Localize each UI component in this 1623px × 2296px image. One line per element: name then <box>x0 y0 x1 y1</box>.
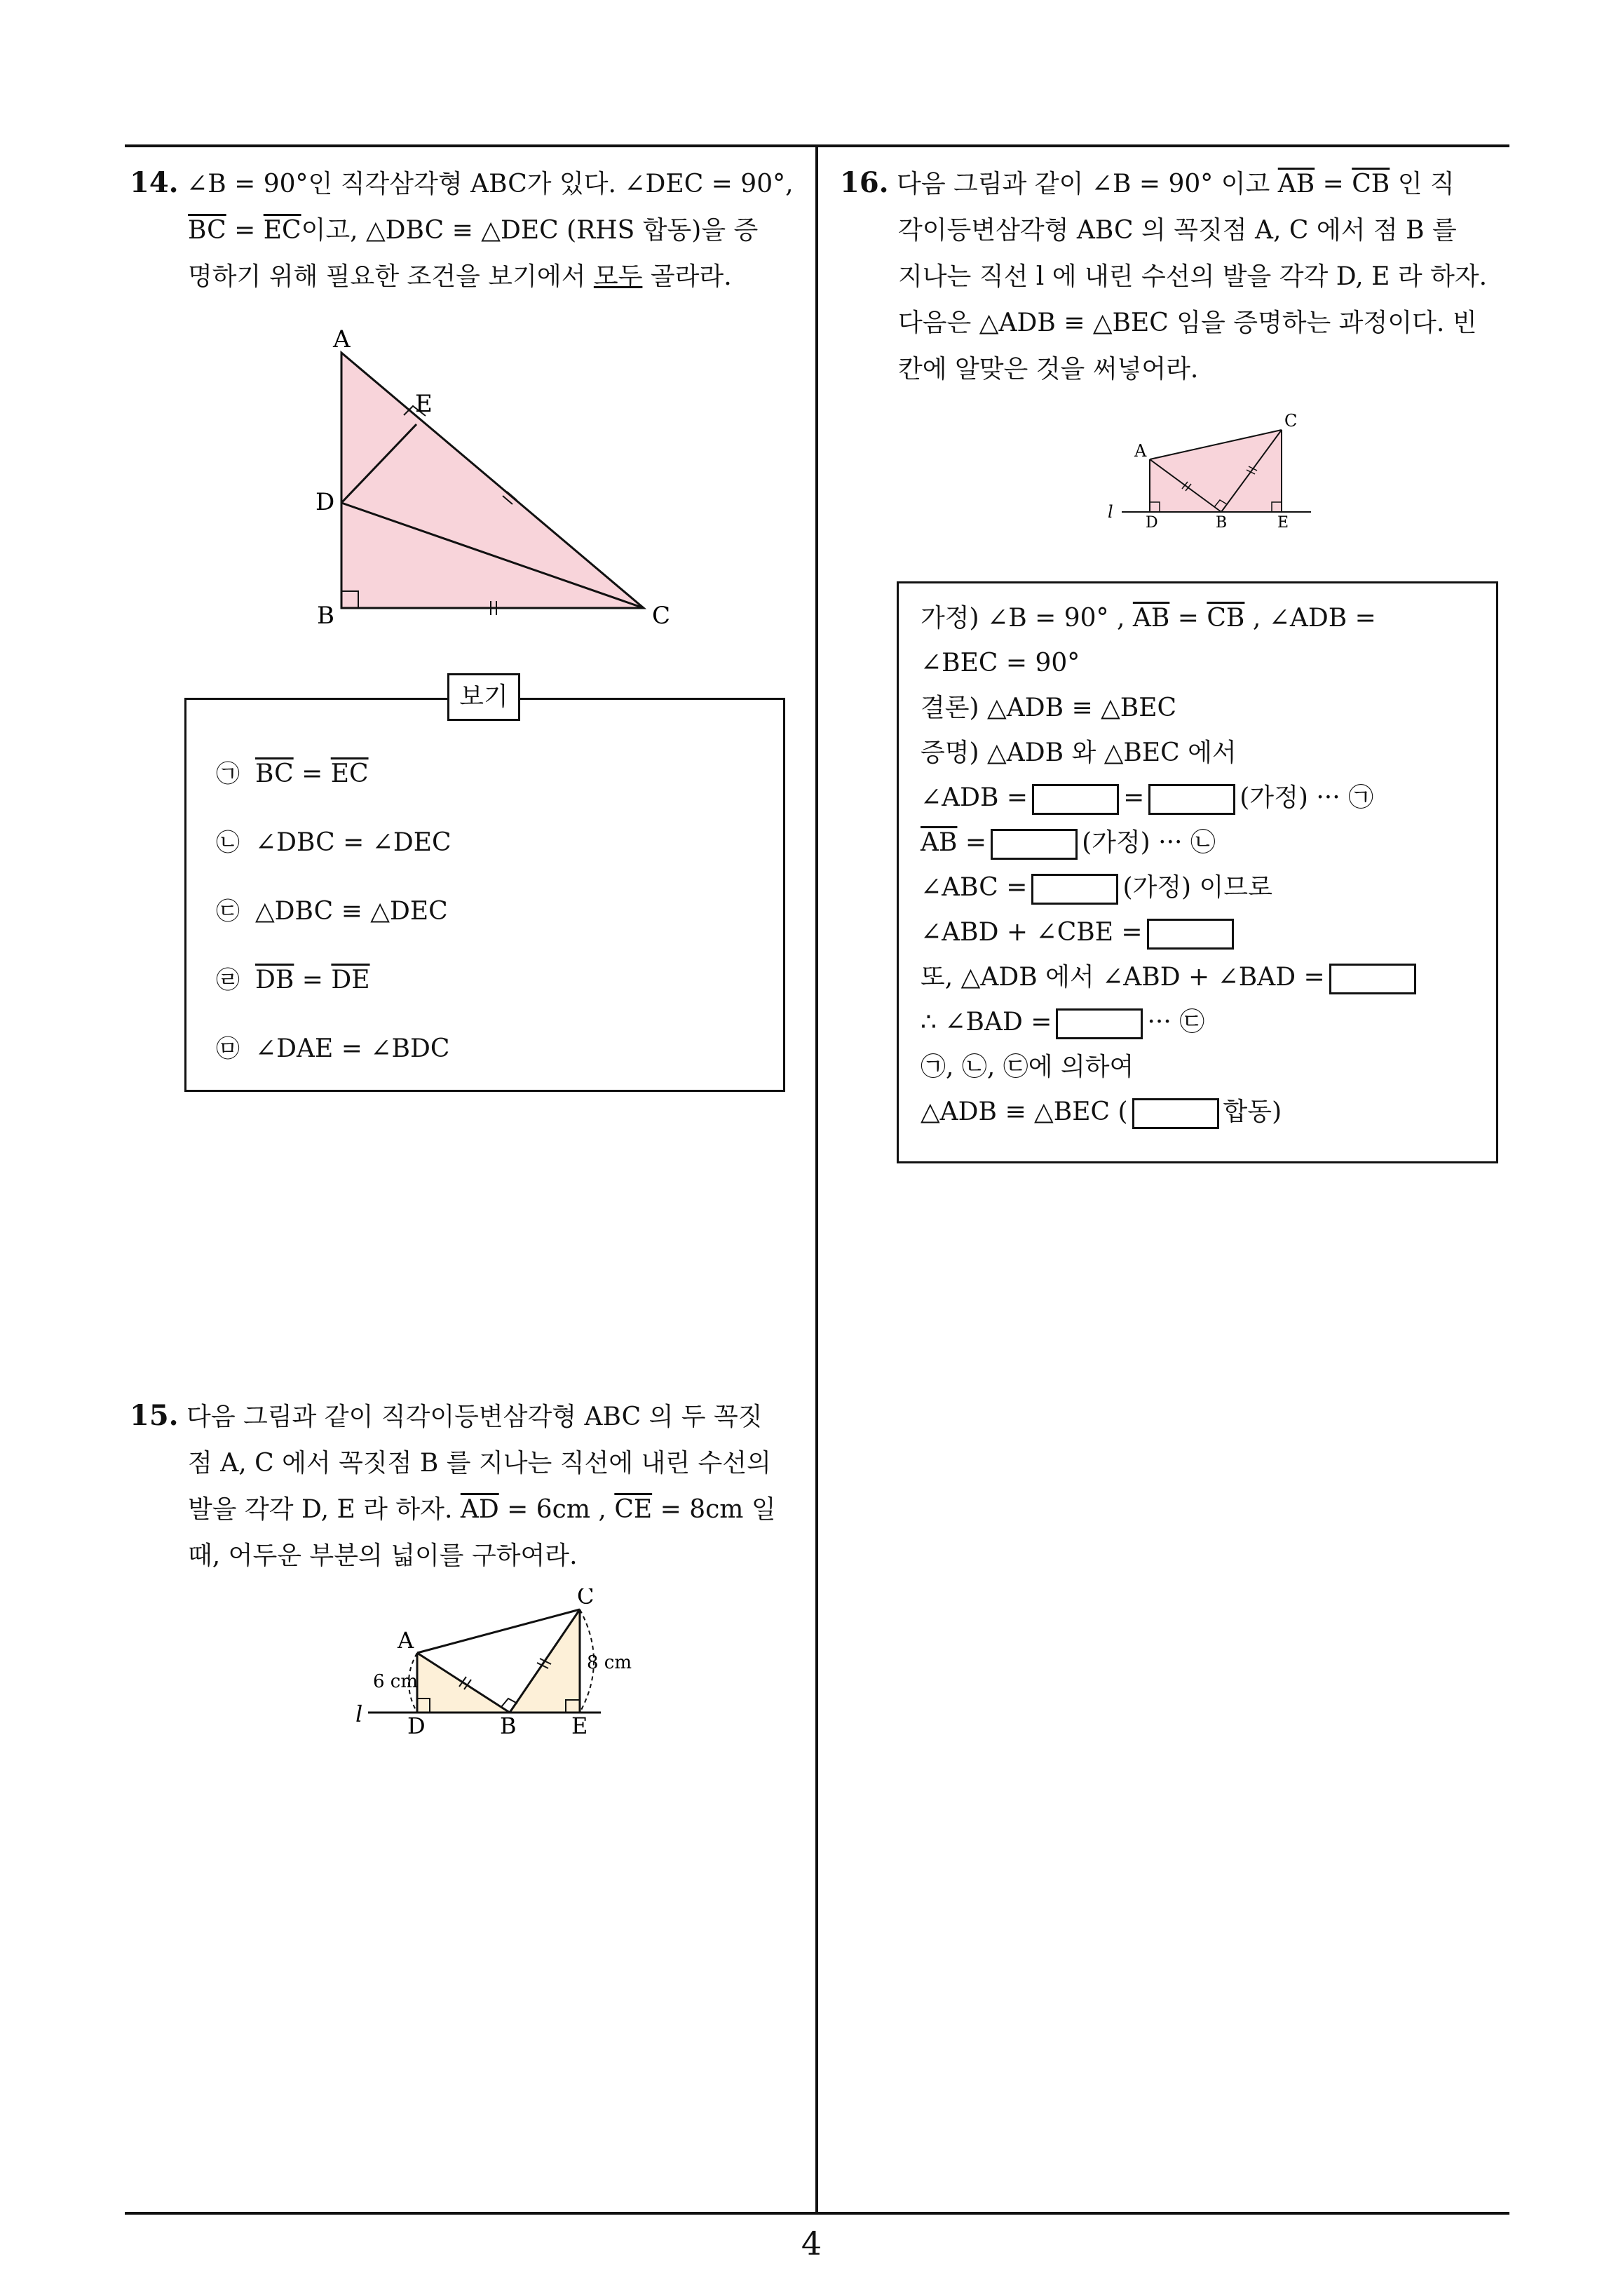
label-b: B <box>500 1713 517 1739</box>
q16-line-2: 각이등변삼각형 ABC 의 꼭짓점 A, C 에서 점 B 를 <box>898 216 1457 245</box>
proof-1a: 가정) ∠B = 90° , <box>921 604 1133 633</box>
question-16 <box>840 160 1520 393</box>
bogi-mark-5: ㉤ <box>216 1035 240 1063</box>
proof-line-4: 증명) △ADB 와 △BEC 에서 <box>921 738 1237 767</box>
proof-7a: ∠ABC = <box>921 873 1028 902</box>
q16-line-1 <box>840 160 1520 208</box>
q14-text-3b: 모두 <box>593 262 643 291</box>
q14-text-1: ∠B = 90°인 직각삼각형 ABC가 있다. ∠DEC = 90°, <box>186 170 794 198</box>
bogi-4-seg-b: $\overline{DE}$ <box>331 966 370 994</box>
answer-blank-1[interactable] <box>1032 784 1119 815</box>
label-d: D <box>1146 514 1158 532</box>
label-e: E <box>1277 514 1289 532</box>
q16-eq: = <box>1315 170 1352 198</box>
q15-text-1: 다음 그림과 같이 직각이등변삼각형 ABC 의 두 꼭짓 <box>186 1403 763 1431</box>
label-c: C <box>577 1588 595 1609</box>
proof-seg-cb: $\overline{CB}$ <box>1207 604 1245 633</box>
label-b: B <box>317 602 334 630</box>
proof-seg-ab: $\overline{AB}$ <box>1132 604 1170 633</box>
q16-figure <box>1094 407 1318 533</box>
q15-seg-ce: $\overline{CE}$ <box>614 1495 653 1524</box>
q14-text-3a: 명하기 위해 필요한 조건을 보기에서 <box>188 262 594 291</box>
proof-1c: = <box>1169 604 1207 633</box>
q15-text-3e: = 8cm 일 <box>652 1495 776 1524</box>
proof-1e: , ∠ADB = <box>1244 604 1376 633</box>
question-14 <box>130 160 810 300</box>
proof-line-12 <box>921 1091 1282 1133</box>
q15-figure <box>354 1588 634 1743</box>
bogi-5-text: ∠DAE = ∠BDC <box>255 1034 450 1063</box>
bogi-mark-1: ㉠ <box>216 760 240 788</box>
answer-blank-5[interactable] <box>1147 919 1234 950</box>
q14-seg-bc: $\overline{BC}$ <box>188 216 226 245</box>
q16-line-4: 다음은 △ADB ≡ △BEC 임을 증명하는 과정이다. 빈 <box>898 309 1477 337</box>
label-ad-length: 6 cm <box>373 1671 419 1692</box>
bogi-mark-3: ㉢ <box>216 898 240 926</box>
proof-7b: (가정) 이므로 <box>1122 873 1272 902</box>
proof-8a: ∠ABD + ∠CBE = <box>921 918 1143 947</box>
answer-blank-4[interactable] <box>1031 874 1118 905</box>
bogi-title: 보기 <box>447 673 520 721</box>
label-c: C <box>1284 411 1298 431</box>
q14-line-2 <box>130 208 810 254</box>
label-e: E <box>415 390 433 418</box>
answer-blank-3[interactable] <box>991 829 1078 860</box>
q16-line-5: 칸에 알맞은 것을 써넣어라. <box>898 355 1199 384</box>
proof-5b: = <box>1123 783 1145 812</box>
page-number: 4 <box>801 2224 822 2262</box>
label-b: B <box>1216 514 1228 532</box>
proof-12a: △ADB ≡ △BEC ( <box>921 1098 1128 1126</box>
q14-line-1 <box>130 160 810 208</box>
proof-6b: = <box>957 828 987 857</box>
q16-text-1a: 다음 그림과 같이 ∠B = 90° 이고 <box>897 170 1278 198</box>
q16-text-1e: 인 직 <box>1390 170 1455 198</box>
bogi-1-seg-b: $\overline{EC}$ <box>330 759 369 788</box>
proof-line-7 <box>921 867 1272 909</box>
q15-number: 15. <box>130 1399 179 1432</box>
proof-line-6 <box>921 822 1216 864</box>
q14-line-3 <box>130 254 810 300</box>
bottom-rule <box>125 2212 1509 2215</box>
bogi-item-5 <box>216 1029 449 1064</box>
q15-text-3a: 발을 각각 D, E 라 하자. <box>188 1495 461 1524</box>
proof-10b: ··· ㉢ <box>1147 1008 1205 1036</box>
q15-line-2: 점 A, C 에서 꼭짓점 B 를 지나는 직선에 내린 수선의 <box>188 1449 771 1478</box>
q14-eq: = <box>226 216 264 245</box>
label-a: A <box>333 325 351 353</box>
label-e: E <box>571 1713 588 1739</box>
label-a: A <box>1134 441 1147 461</box>
proof-line-1 <box>921 597 1376 640</box>
bogi-mark-4: ㉣ <box>216 966 240 994</box>
q16-seg-cb: $\overline{CB}$ <box>1352 170 1390 198</box>
proof-line-8 <box>921 912 1238 954</box>
bogi-item-2 <box>216 823 451 858</box>
bogi-1-seg-a: $\overline{BC}$ <box>255 759 294 788</box>
bogi-4-eq: = <box>294 966 332 994</box>
bogi-item-4 <box>216 961 370 995</box>
proof-12b: 합동) <box>1223 1098 1282 1126</box>
proof-5a: ∠ADB = <box>921 783 1028 812</box>
proof-6-seg-ab: $\overline{AB}$ <box>921 828 958 857</box>
q14-number: 14. <box>130 166 179 199</box>
bogi-item-3 <box>216 892 448 926</box>
q16-number: 16. <box>840 166 889 199</box>
q16-line-3: 지나는 직선 l 에 내린 수선의 발을 각각 D, E 라 하자. <box>898 262 1488 291</box>
q14-text-3c: 골라라. <box>642 262 732 291</box>
proof-line-11: ㉠, ㉡, ㉢에 의하여 <box>921 1053 1134 1081</box>
q15-line-4: 때, 어두운 부분의 넓이를 구하여라. <box>188 1541 578 1570</box>
q14-text-2: 이고, △DBC ≡ △DEC (RHS 합동)을 증 <box>301 216 759 245</box>
bogi-3-text: △DBC ≡ △DEC <box>255 897 448 926</box>
bogi-1-eq: = <box>293 759 331 788</box>
answer-blank-6[interactable] <box>1329 964 1416 994</box>
bogi-item-1 <box>216 755 369 789</box>
q15-seg-ad: $\overline{AD}$ <box>460 1495 499 1524</box>
proof-line-5 <box>921 777 1373 819</box>
proof-9a: 또, △ADB 에서 ∠ABD + ∠BAD = <box>921 963 1325 992</box>
proof-line-2: ∠BEC = 90° <box>921 649 1080 677</box>
question-15 <box>130 1393 810 1579</box>
label-d: D <box>315 488 335 516</box>
answer-blank-7[interactable] <box>1056 1008 1143 1039</box>
bogi-mark-2: ㉡ <box>216 829 240 857</box>
answer-blank-8[interactable] <box>1132 1098 1219 1129</box>
label-l: l <box>1108 502 1113 522</box>
proof-line-10 <box>921 1001 1204 1044</box>
proof-5c: (가정) ··· ㉠ <box>1240 783 1374 812</box>
q15-text-3c: = 6cm , <box>498 1495 615 1524</box>
label-ce-length: 8 cm <box>587 1652 632 1673</box>
q14-triangle-figure <box>308 319 687 642</box>
q14-seg-ec: $\overline{EC}$ <box>263 216 301 245</box>
bogi-4-seg-a: $\overline{DB}$ <box>255 966 294 994</box>
triangle-abc <box>341 353 644 608</box>
q15-line-1 <box>130 1393 810 1440</box>
proof-line-9 <box>921 957 1420 999</box>
label-d: D <box>407 1713 426 1739</box>
column-divider <box>815 144 818 2215</box>
label-l: l <box>355 1701 363 1727</box>
label-a: A <box>398 1627 414 1654</box>
bogi-2-text: ∠DBC = ∠DEC <box>255 828 451 857</box>
proof-6c: (가정) ··· ㉡ <box>1082 828 1216 857</box>
answer-blank-2[interactable] <box>1148 784 1235 815</box>
q15-line-3 <box>130 1487 810 1533</box>
q16-seg-ab: $\overline{AB}$ <box>1277 170 1315 198</box>
proof-line-3: 결론) △ADB ≡ △BEC <box>921 694 1177 722</box>
proof-10a: ∴ ∠BAD = <box>921 1008 1052 1036</box>
label-c: C <box>652 602 671 630</box>
